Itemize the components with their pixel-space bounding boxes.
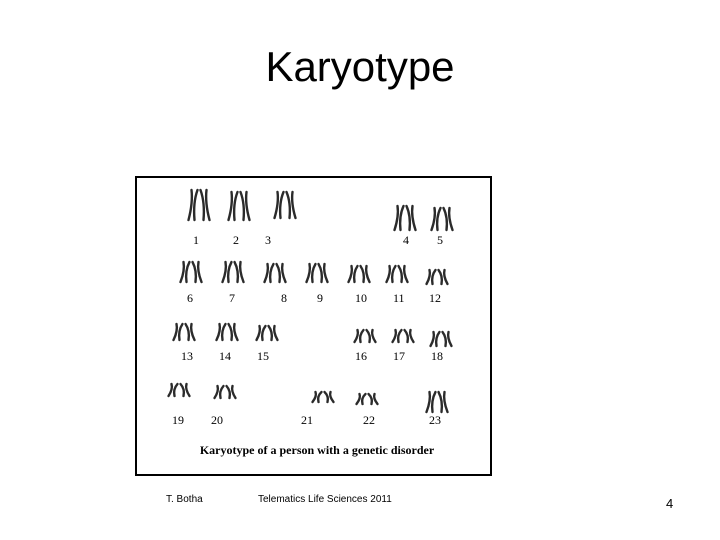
chromosome-pair-9 xyxy=(307,264,328,282)
chromosome-label-23: 23 xyxy=(429,413,441,427)
chromosome-label-21: 21 xyxy=(301,413,313,427)
chromosome-label-2: 2 xyxy=(233,233,239,247)
chromosome-label-13: 13 xyxy=(181,349,193,363)
chromosome-label-17: 17 xyxy=(393,349,405,363)
chromosome-pair-12 xyxy=(427,270,448,284)
footer-author: T. Botha xyxy=(166,494,203,505)
chromosome-pair-1 xyxy=(189,190,210,220)
chromosome-pair-10 xyxy=(349,266,370,282)
chromosome-pair-14 xyxy=(217,324,238,340)
chromosome-pair-21 xyxy=(313,392,334,402)
chromosome-pair-22 xyxy=(357,394,378,404)
chromosome-label-14: 14 xyxy=(219,349,231,363)
chromosome-pair-4 xyxy=(395,206,416,230)
chromosome-pair-19 xyxy=(169,384,190,396)
chromosome-label-19: 19 xyxy=(172,413,184,427)
chromosome-label-5: 5 xyxy=(437,233,443,247)
chromosome-pair-16 xyxy=(355,330,376,342)
page-number: 4 xyxy=(666,496,674,511)
chromosome-pair-5 xyxy=(432,208,453,230)
chromosome-label-8: 8 xyxy=(281,291,287,305)
chromosome-label-1: 1 xyxy=(193,233,199,247)
chromosome-label-20: 20 xyxy=(211,413,223,427)
figure-caption: Karyotype of a person with a genetic disorder xyxy=(199,443,435,457)
karyotype-figure xyxy=(135,176,492,476)
chromosome-pair-15 xyxy=(257,326,278,340)
chromosome-label-4: 4 xyxy=(403,233,409,247)
karyotype-svg xyxy=(137,178,490,474)
chromosome-label-3: 3 xyxy=(265,233,271,247)
chromosome-pair-20 xyxy=(215,386,236,398)
chromosome-pair-7 xyxy=(223,262,244,282)
chromosome-label-7: 7 xyxy=(229,291,235,305)
chromosome-pair-11 xyxy=(387,266,408,282)
chromosome-pair-13 xyxy=(174,324,195,340)
slide-title: Karyotype xyxy=(265,43,455,90)
chromosome-pair-2 xyxy=(229,192,250,220)
chromosome-label-22: 22 xyxy=(363,413,375,427)
chromosome-pair-3 xyxy=(275,192,296,218)
chromosome-pair-17 xyxy=(393,330,414,342)
chromosome-pair-6 xyxy=(181,262,202,282)
chromosome-label-6: 6 xyxy=(187,291,193,305)
chromosome-label-10: 10 xyxy=(355,291,367,305)
chromosome-label-11: 11 xyxy=(393,291,405,305)
chromosome-pair-18 xyxy=(431,332,452,346)
chromosome-pair-8 xyxy=(265,264,286,282)
chromosome-pair-23 xyxy=(427,392,448,412)
chromosome-label-12: 12 xyxy=(429,291,441,305)
chromosome-label-9: 9 xyxy=(317,291,323,305)
chromosome-label-18: 18 xyxy=(431,349,443,363)
chromosome-label-15: 15 xyxy=(257,349,269,363)
chromosome-label-16: 16 xyxy=(355,349,367,363)
footer-center-text: Telematics Life Sciences 2011 xyxy=(258,494,392,505)
